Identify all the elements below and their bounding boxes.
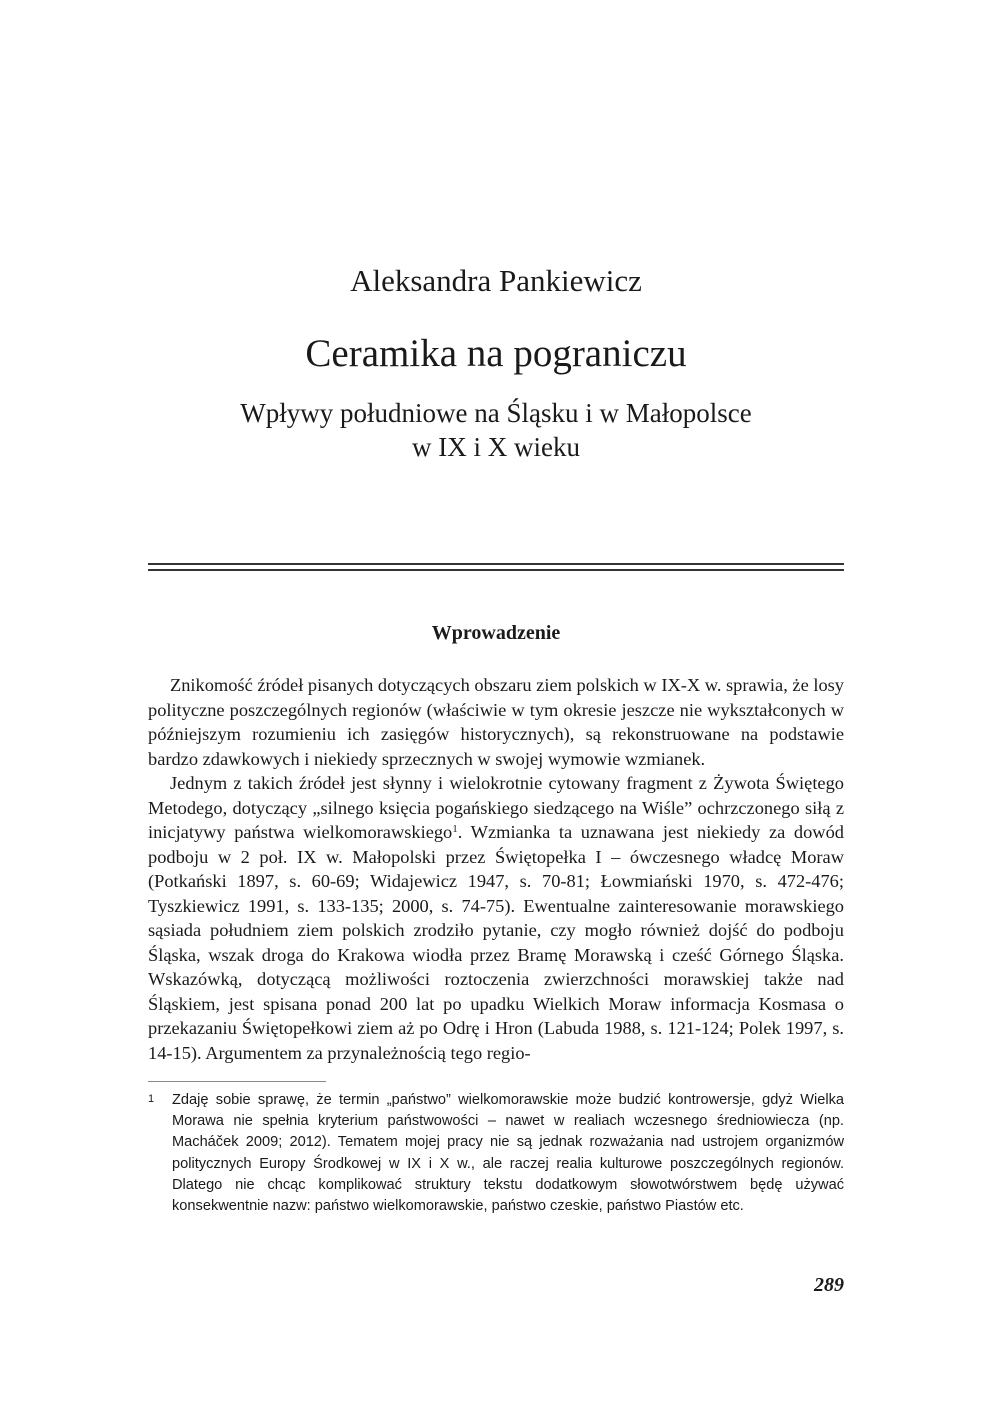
chapter-title: Ceramika na pograniczu bbox=[305, 332, 687, 375]
subtitle-line-2: w IX i X wieku bbox=[412, 432, 580, 462]
footnote-marker: 1 bbox=[148, 1093, 155, 1105]
paragraph-2 bbox=[148, 771, 844, 1065]
paragraph-2-part-1: Jednym z takich źródeł jest słynny i wielokrotnie cytowany fragment z Żywota Świętego Metodego, dotyczący „silnego księcia pogańskiego siedzącego na Wiśle” ochrzczonego siłą z inicjatywy państwa wielkomorawskiego bbox=[148, 773, 844, 842]
paragraph-2-part-2: . Wzmianka ta uznawana jest niekiedy za dowód podboju w 2 poł. IX w. Małopolski przez Świętopełka I – ówczesnego władcę Moraw (Potkański 1897, s. 60-69; Widajewicz 1947, s. 70-81; Łowmiański 1970, s. 472-476; Tyszkiewicz 1991, s. 133-135; 2000, s. 74-75). Ewentualne zainteresowanie morawskiego sąsiada południem ziem polskich zrodziło pytanie, czy mogło również dojść do podboju Śląska, wszak droga do Krakowa wiodła przez Bramę Morawską i cześć Górnego Śląska. Wskazówką, dotyczącą możliwości roztoczenia zwierzchności morawskiej także nad Śląskiem, jest spisana ponad 200 lat po upadku Wielkich Moraw informacja Kosmasa o przekazaniu Świętopełkowi ziem aż po Odrę i Hron (Labuda 1988, s. 121-124; Polek 1997, s. 14-15). Argumentem za przynależnością tego regio- bbox=[148, 822, 844, 1063]
footnote bbox=[148, 1090, 844, 1217]
author-name: Aleksandra Pankiewicz bbox=[350, 263, 642, 298]
body-text bbox=[148, 673, 844, 1065]
section-heading: Wprowadzenie bbox=[431, 622, 561, 644]
title-divider-top bbox=[148, 563, 844, 565]
page-number: 289 bbox=[814, 1274, 844, 1296]
chapter-subtitle bbox=[0, 396, 992, 464]
footnote-text: Zdaję sobie sprawę, że termin „państwo” wielkomorawskie może budzić kontrowersje, gdyż Wielka Morawa nie spełnia kryterium państwowości – nawet w realiach wczesnego średniowiecza (np. Macháček 2009; 2012). Tematem mojej pracy nie są jednak rozważania nad ustrojem organizmów politycznych Europy Środkowej w IX i X w., ale raczej realia kulturowe poszczególnych regionów. Dlatego nie chcąc komplikować struktury tekstu dodatkowym słowotwórstwem będę używać konsekwentnie nazw: państwo wielkomorawskie, państwo czeskie, państwo Piastów etc. bbox=[172, 1092, 844, 1215]
footnote-separator bbox=[148, 1081, 326, 1082]
footnote-reference[interactable]: 1 bbox=[452, 823, 458, 835]
title-divider-bottom bbox=[148, 569, 844, 571]
paragraph-1: Znikomość źródeł pisanych dotyczących obszaru ziem polskich w IX-X w. sprawia, że losy polityczne poszczególnych regionów (właściwie w tym okresie jeszcze nie wykształconych w późniejszym rozumieniu ich zasięgów historycznych), są rekonstruowane na podstawie bardzo zdawkowych i niekiedy sprzecznych w swojej wymowie wzmianek. bbox=[148, 675, 844, 769]
subtitle-line-1: Wpływy południowe na Śląsku i w Małopolsce bbox=[240, 398, 752, 428]
